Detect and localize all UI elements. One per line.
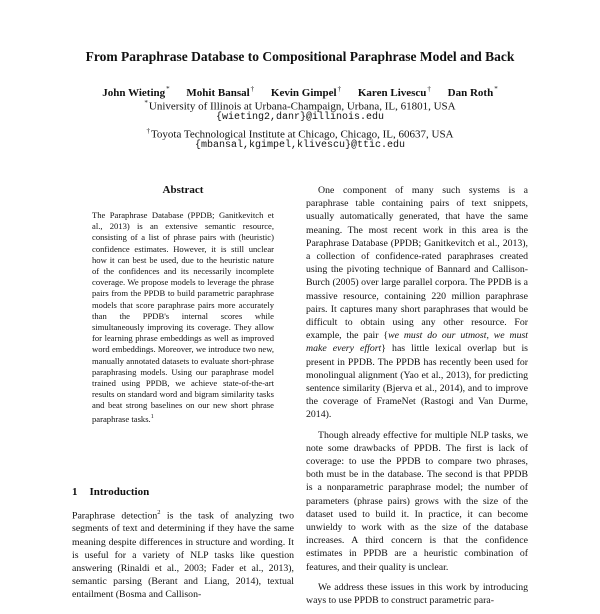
intro-text: Paraphrase detection$^2$ is the task of analyzing two segments of text and determining if they have the same meaning despite differences in structure and wording. It is useful for a variety of NLP tasks like question answering (Rinaldi et al., 2003; Fader et al., 2013), semantic parsing (Berant and Liang, 2014), textual entailment (Bosma and Callison- (72, 509, 294, 601)
affiliation-email: {mbansal,kgimpel,klivescu}@ttic.edu (194, 140, 406, 151)
paragraph: One component of many such systems is a paraphrase table containing pairs of text snippets, usually automatically generated, that have the same meaning. The most recent work in this area is the Paraphrase Database (PPDB; Ganitkevitch et al., 2013), a collection of confidence-rated paraphrases created using the pivoting technique of Bannard and Callison-Burch (2005) over large parallel corpora. The PPDB is a massive resource, containing 220 million paraphrase pairs. It captures many short paraphrases that would be difficult to obtain using any other resource. For example, the pair {we must do our utmost, we must make every effort} has little lexical overlap but is present in PPDB. The PPDB has recently been used for monolingual alignment (Yao et al., 2013), for predicting sentence similarity (Bjerva et al., 2014), and to improve the coverage of FrameNet (Rastogi and Van Durme, 2014). (306, 185, 528, 421)
affiliation-email: {wieting2,danr}@illinois.edu (215, 112, 385, 123)
author-name: Karen Livescu† (357, 85, 431, 99)
author-name: Dan Roth* (447, 85, 498, 99)
abstract-text: The Paraphrase Database (PPDB; Ganitkevitch et al., 2013) is an extensive semantic resource, consisting of a list of phrase pairs with (heuristic) confidence estimates. However, it is still unclear how it can best be used, due to the heuristic nature of the confidences and its necessarily incomplete coverage. We propose models to leverage the phrase pairs from the PPDB to build parametric paraphrase models that score paraphrase pairs more accurately than the PPDB's internal scores while simultaneously improving its coverage. They allow for learning phrase embeddings as well as improved word embeddings. Moreover, we introduce two new, manually annotated datasets to evaluate short-phrase paraphrasing models. Using our paraphrase model trained using PPDB, we achieve state-of-the-art results on standard word and bigram similarity tasks and beat strong baselines on our new short phrase paraphrase tasks.$^1$ (92, 210, 274, 424)
author-name: Kevin Gimpel† (270, 85, 342, 99)
abstract-heading: Abstract (162, 184, 204, 196)
affiliation-institution: *University of Illinois at Urbana-Champaign, Urbana, IL, 61801, USA (144, 99, 456, 113)
author-name: Mohit Bansal† (186, 85, 255, 99)
paragraph: Though already effective for multiple NLP tasks, we note some drawbacks of PPDB. The first is lack of coverage: to use the PPDB to compare two phrases, both must be in the database. The second is that PPDB is a nonparametric paraphrase model; the number of parameters (phrase pairs) grows with the size of the dataset used to build it. In practice, it can become unwieldy to work with as the size of the database increases. A third concern is that the confidence estimates in PPDB are a heuristic combination of features, and their quality is unclear. (306, 429, 528, 573)
right-column-text (306, 184, 528, 614)
author-name: John Wieting* (102, 85, 170, 99)
paper-title: From Paraphrase Database to Compositional Paraphrase Model and Back (85, 49, 515, 64)
affiliation-institution: †Toyota Technological Institute at Chicago, Chicago, IL, 60637, USA (146, 127, 454, 141)
paragraph: We address these issues in this work by introducing ways to use PPDB to construct parametric para- (306, 581, 528, 607)
section-heading: 1 Introduction (72, 486, 150, 498)
